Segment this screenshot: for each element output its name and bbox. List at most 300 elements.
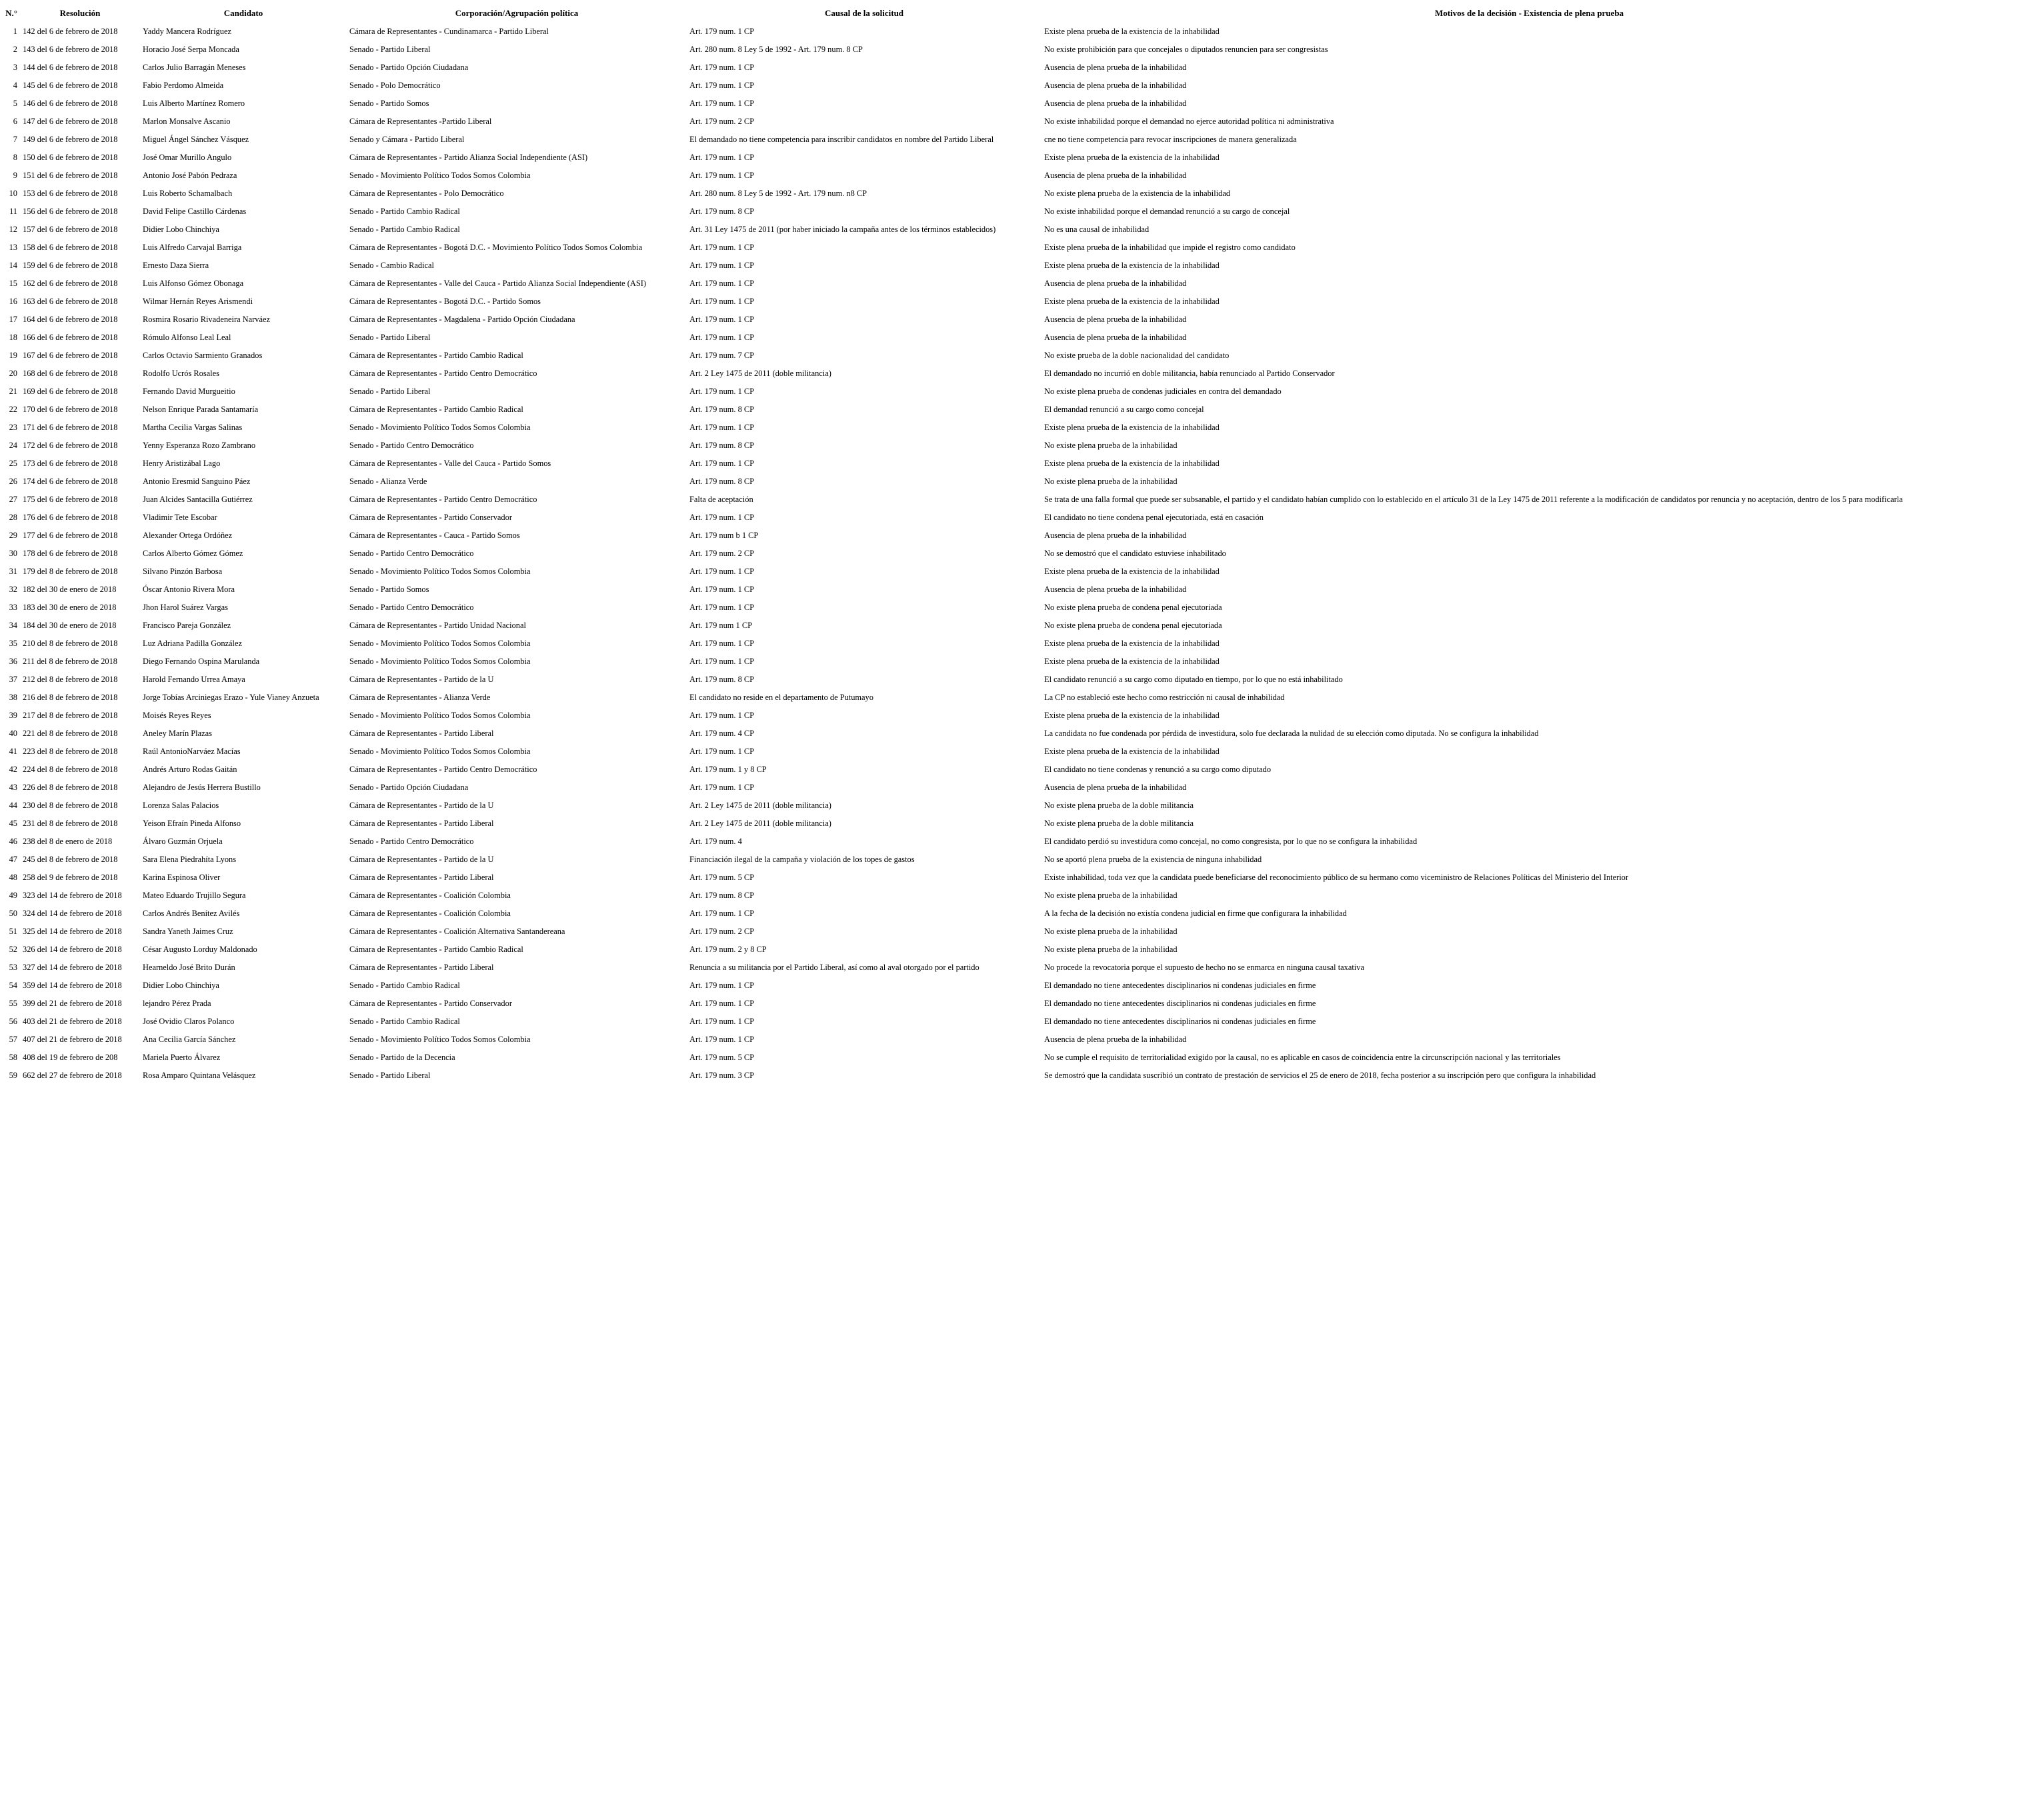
row-number: 13	[9, 243, 17, 252]
reasons-cell: No se cumple el requisito de territorialidad exigido por la causal, no es aplicable en casos de coincidencia entre la circunscripción nacional y las territoriales	[1044, 1053, 1561, 1062]
candidate-cell: Carlos Alberto Gómez Gómez	[143, 549, 243, 558]
table-row	[3, 725, 2017, 743]
reasons-cell: No se demostró que el candidato estuviese inhabilitado	[1044, 549, 1226, 558]
cause-cell: Art. 179 num. 1 CP	[689, 99, 755, 108]
table-row	[3, 941, 2017, 959]
row-number: 40	[9, 729, 17, 738]
resolution-cell: 177 del 6 de febrero de 2018	[23, 531, 118, 540]
candidate-cell: Rosa Amparo Quintana Velásquez	[143, 1071, 256, 1080]
reasons-cell: Existe inhabilidad, toda vez que la candidata puede beneficiarse del reconocimiento público de su hermano como viceministro de Relaciones Políticas del Ministerio del Interior	[1044, 873, 1629, 882]
corporation-cell: Cámara de Representantes - Partido de la U	[349, 801, 494, 810]
resolution-cell: 231 del 8 de febrero de 2018	[23, 819, 118, 828]
resolution-cell: 176 del 6 de febrero de 2018	[23, 513, 118, 522]
row-number: 49	[9, 891, 17, 900]
table-row	[3, 329, 2017, 347]
reasons-cell: Existe plena prueba de la existencia de la inhabilidad	[1044, 639, 1220, 648]
row-number: 39	[9, 711, 17, 720]
cause-cell: Art. 179 num. 1 CP	[689, 585, 755, 594]
reasons-cell: No se aportó plena prueba de la existencia de ninguna inhabilidad	[1044, 855, 1262, 864]
candidate-cell: Francisco Pareja González	[143, 621, 231, 630]
reasons-cell: El demandado no tiene antecedentes disciplinarios ni condenas judiciales en firme	[1044, 981, 1316, 990]
candidate-cell: Didier Lobo Chinchiya	[143, 981, 219, 990]
table-row	[3, 509, 2017, 527]
corporation-cell: Senado - Movimiento Político Todos Somos Colombia	[349, 747, 531, 756]
row-number: 57	[9, 1035, 17, 1044]
candidate-cell: Marlon Monsalve Ascanio	[143, 117, 231, 126]
reasons-cell: Existe plena prueba de la inhabilidad que impide el registro como candidato	[1044, 243, 1296, 252]
resolution-cell: 325 del 14 de febrero de 2018	[23, 927, 122, 936]
reasons-cell: No existe plena prueba de la doble militancia	[1044, 801, 1194, 810]
reasons-cell: Existe plena prueba de la existencia de la inhabilidad	[1044, 261, 1220, 270]
row-number: 44	[9, 801, 17, 810]
reasons-cell: No existe prueba de la doble nacionalidad del candidato	[1044, 351, 1230, 360]
reasons-cell: No existe plena prueba de la inhabilidad	[1044, 891, 1178, 900]
corporation-cell: Senado - Partido Cambio Radical	[349, 1017, 460, 1026]
table-row	[3, 887, 2017, 905]
cause-cell: Art. 2 Ley 1475 de 2011 (doble militancia)	[689, 801, 831, 810]
row-number: 20	[9, 369, 17, 378]
resolution-cell: 226 del 8 de febrero de 2018	[23, 783, 118, 792]
corporation-cell: Cámara de Representantes - Partido Unidad Nacional	[349, 621, 526, 630]
row-number: 47	[9, 855, 17, 864]
cause-cell: Art. 179 num. 1 y 8 CP	[689, 765, 767, 774]
resolution-cell: 167 del 6 de febrero de 2018	[23, 351, 118, 360]
corporation-cell: Cámara de Representantes - Partido Centro Democrático	[349, 369, 537, 378]
reasons-cell: Se trata de una falla formal que puede ser subsanable, el partido y el candidato habían cumplido con lo establecido en el artículo 31 de la Ley 1475 de 2011 referente a la modificación de candidatos por renuncia y no aceptación, dentro de los 5 para modificarla	[1044, 495, 1903, 504]
reasons-cell: No existe inhabilidad porque el demandad renunció a su cargo de concejal	[1044, 207, 1290, 216]
cause-cell: Art. 280 num. 8 Ley 5 de 1992 - Art. 179 num. 8 CP	[689, 45, 863, 54]
cause-cell: Art. 179 num. 1 CP	[689, 459, 755, 468]
corporation-cell: Cámara de Representantes - Bogotá D.C. - Movimiento Político Todos Somos Colombia	[349, 243, 643, 252]
header-number: N.°	[5, 8, 17, 18]
corporation-cell: Senado - Alianza Verde	[349, 477, 427, 486]
candidate-cell: Sara Elena Piedrahíta Lyons	[143, 855, 237, 864]
reasons-cell: La candidata no fue condenada por pérdida de investidura, solo fue declarada la nulidad de su elección como diputada. No se configura la inhabilidad	[1044, 729, 1539, 738]
table-row	[3, 131, 2017, 149]
reasons-cell: Ausencia de plena prueba de la inhabilidad	[1044, 1035, 1187, 1044]
row-number: 42	[9, 765, 17, 774]
table-row	[3, 635, 2017, 653]
table-row	[3, 779, 2017, 797]
row-number: 18	[9, 333, 17, 342]
resolution-cell: 184 del 30 de enero de 2018	[23, 621, 117, 630]
candidate-cell: Rodolfo Ucrós Rosales	[143, 369, 219, 378]
resolution-cell: 169 del 6 de febrero de 2018	[23, 387, 118, 396]
table-row	[3, 185, 2017, 203]
row-number: 11	[9, 207, 17, 216]
cause-cell: Art. 2 Ley 1475 de 2011 (doble militancia)	[689, 369, 831, 378]
cause-cell: Art. 179 num. 1 CP	[689, 153, 755, 162]
table-row	[3, 689, 2017, 707]
corporation-cell: Cámara de Representantes - Coalición Alternativa Santandereana	[349, 927, 565, 936]
corporation-cell: Senado - Partido Somos	[349, 585, 429, 594]
table-row	[3, 365, 2017, 383]
candidate-cell: Mateo Eduardo Trujillo Segura	[143, 891, 246, 900]
corporation-cell: Cámara de Representantes - Partido Conservador	[349, 999, 512, 1008]
candidate-cell: Jhon Harol Suárez Vargas	[143, 603, 228, 612]
candidate-cell: Harold Fernando Urrea Amaya	[143, 675, 245, 684]
corporation-cell: Cámara de Representantes - Magdalena - Partido Opción Ciudadana	[349, 315, 575, 324]
candidate-cell: Wilmar Hernán Reyes Arismendi	[143, 297, 253, 306]
cause-cell: Financiación ilegal de la campaña y violación de los topes de gastos	[689, 855, 915, 864]
candidate-cell: Horacio José Serpa Moncada	[143, 45, 239, 54]
candidate-cell: Moisés Reyes Reyes	[143, 711, 211, 720]
reasons-cell: No existe plena prueba de la existencia de la inhabilidad	[1044, 189, 1231, 198]
row-number: 28	[9, 513, 17, 522]
table-row	[3, 419, 2017, 437]
reasons-cell: No procede la revocatoria porque el supuesto de hecho no se enmarca en ninguna causal taxativa	[1044, 963, 1364, 972]
reasons-cell: Existe plena prueba de la existencia de la inhabilidad	[1044, 459, 1220, 468]
candidate-cell: Nelson Enrique Parada Santamaría	[143, 405, 259, 414]
corporation-cell: Cámara de Representantes - Partido Centro Democrático	[349, 495, 537, 504]
resolution-cell: 210 del 8 de febrero de 2018	[23, 639, 118, 648]
corporation-cell: Senado - Movimiento Político Todos Somos Colombia	[349, 1035, 531, 1044]
candidate-cell: David Felipe Castillo Cárdenas	[143, 207, 247, 216]
cause-cell: Art. 179 num. 1 CP	[689, 513, 755, 522]
reasons-cell: El demandado no tiene antecedentes disciplinarios ni condenas judiciales en firme	[1044, 1017, 1316, 1026]
cause-cell: Art. 179 num. 8 CP	[689, 477, 755, 486]
corporation-cell: Senado - Movimiento Político Todos Somos Colombia	[349, 657, 531, 666]
candidate-cell: Carlos Octavio Sarmiento Granados	[143, 351, 263, 360]
resolution-cell: 151 del 6 de febrero de 2018	[23, 171, 118, 180]
row-number: 30	[9, 549, 17, 558]
resolution-cell: 175 del 6 de febrero de 2018	[23, 495, 118, 504]
candidate-cell: Yenny Esperanza Rozo Zambrano	[143, 441, 256, 450]
corporation-cell: Senado - Partido de la Decencia	[349, 1053, 455, 1062]
cause-cell: Art. 179 num. 1 CP	[689, 333, 755, 342]
candidate-cell: Jorge Tobías Arciniegas Erazo - Yule Vianey Anzueta	[143, 693, 319, 702]
reasons-cell: Ausencia de plena prueba de la inhabilidad	[1044, 585, 1187, 594]
table-row	[3, 437, 2017, 455]
cause-cell: Art. 31 Ley 1475 de 2011 (por haber iniciado la campaña antes de los términos establecidos)	[689, 225, 996, 234]
corporation-cell: Senado - Cambio Radical	[349, 261, 434, 270]
table-row	[3, 869, 2017, 887]
candidate-cell: Rosmira Rosario Rivadeneira Narváez	[143, 315, 270, 324]
resolution-cell: 224 del 8 de febrero de 2018	[23, 765, 118, 774]
corporation-cell: Cámara de Representantes - Cauca - Partido Somos	[349, 531, 520, 540]
reasons-cell: No existe plena prueba de condena penal ejecutoriada	[1044, 621, 1222, 630]
table-row	[3, 815, 2017, 833]
corporation-cell: Cámara de Representantes - Partido Cambio Radical	[349, 945, 523, 954]
reasons-cell: El demandad renunció a su cargo como concejal	[1044, 405, 1204, 414]
resolution-cell: 147 del 6 de febrero de 2018	[23, 117, 118, 126]
candidate-cell: Karina Espinosa Oliver	[143, 873, 221, 882]
table-row	[3, 455, 2017, 473]
reasons-cell: No existe plena prueba de la doble militancia	[1044, 819, 1194, 828]
corporation-cell: Cámara de Representantes - Partido Conservador	[349, 513, 512, 522]
candidate-cell: Antonio Eresmid Sanguino Páez	[143, 477, 251, 486]
table-row	[3, 581, 2017, 599]
table-row	[3, 203, 2017, 221]
table-row	[3, 977, 2017, 995]
cause-cell: Art. 179 num. 8 CP	[689, 441, 755, 450]
row-number: 26	[9, 477, 17, 486]
row-number: 8	[13, 153, 17, 162]
reasons-cell: El candidato no tiene condena penal ejecutoriada, está en casación	[1044, 513, 1264, 522]
table-row	[3, 617, 2017, 635]
table-row	[3, 59, 2017, 77]
reasons-cell: Existe plena prueba de la existencia de la inhabilidad	[1044, 747, 1220, 756]
reasons-cell: No existe plena prueba de la inhabilidad	[1044, 945, 1178, 954]
resolution-cell: 408 del 19 de febrero de 208	[23, 1053, 118, 1062]
cause-cell: Art. 179 num. 1 CP	[689, 27, 755, 36]
row-number: 45	[9, 819, 17, 828]
reasons-cell: Existe plena prueba de la existencia de la inhabilidad	[1044, 567, 1220, 576]
corporation-cell: Cámara de Representantes - Partido Liberal	[349, 819, 494, 828]
row-number: 4	[13, 81, 17, 90]
table-row	[3, 77, 2017, 95]
resolution-cell: 179 del 8 de febrero de 2018	[23, 567, 118, 576]
resolution-cell: 326 del 14 de febrero de 2018	[23, 945, 122, 954]
row-number: 29	[9, 531, 17, 540]
table-row	[3, 833, 2017, 851]
table-row	[3, 383, 2017, 401]
resolution-cell: 174 del 6 de febrero de 2018	[23, 477, 118, 486]
cause-cell: Art. 179 num. 1 CP	[689, 747, 755, 756]
table-row	[3, 1013, 2017, 1031]
resolution-cell: 217 del 8 de febrero de 2018	[23, 711, 118, 720]
reasons-cell: Existe plena prueba de la existencia de la inhabilidad	[1044, 297, 1220, 306]
corporation-cell: Cámara de Representantes - Partido de la U	[349, 855, 494, 864]
decisions-document	[3, 4, 2017, 1085]
row-number: 48	[9, 873, 17, 882]
reasons-cell: No existe inhabilidad porque el demandad no ejerce autoridad política ni administrativa	[1044, 117, 1334, 126]
row-number: 56	[9, 1017, 17, 1026]
resolution-cell: 146 del 6 de febrero de 2018	[23, 99, 118, 108]
candidate-cell: Luis Alfonso Gómez Obonaga	[143, 279, 244, 288]
row-number: 37	[9, 675, 17, 684]
candidate-cell: Alejandro de Jesús Herrera Bustillo	[143, 783, 261, 792]
cause-cell: Art. 2 Ley 1475 de 2011 (doble militancia)	[689, 819, 831, 828]
table-row	[3, 167, 2017, 185]
candidate-cell: Álvaro Guzmán Orjuela	[143, 837, 223, 846]
corporation-cell: Cámara de Representantes - Partido de la U	[349, 675, 494, 684]
row-number: 25	[9, 459, 17, 468]
resolution-cell: 156 del 6 de febrero de 2018	[23, 207, 118, 216]
corporation-cell: Senado - Polo Democrático	[349, 81, 441, 90]
reasons-cell: Ausencia de plena prueba de la inhabilidad	[1044, 531, 1187, 540]
row-number: 54	[9, 981, 17, 990]
header-reasons: Motivos de la decisión - Existencia de plena prueba	[1434, 8, 1624, 18]
row-number: 10	[9, 189, 17, 198]
candidate-cell: Mariela Puerto Álvarez	[143, 1053, 221, 1062]
table-row	[3, 527, 2017, 545]
reasons-cell: El candidato perdió su investidura como concejal, no como congresista, por lo que no se configura la inhabilidad	[1044, 837, 1418, 846]
row-number: 33	[9, 603, 17, 612]
reasons-cell: Existe plena prueba de la existencia de la inhabilidad	[1044, 27, 1220, 36]
cause-cell: Art. 179 num. 3 CP	[689, 1071, 755, 1080]
reasons-cell: Ausencia de plena prueba de la inhabilidad	[1044, 279, 1187, 288]
cause-cell: Art. 179 num. 1 CP	[689, 783, 755, 792]
cause-cell: Art. 179 num. 8 CP	[689, 405, 755, 414]
reasons-cell: Se demostró que la candidata suscribió un contrato de prestación de servicios el 25 de enero de 2018, fecha posterior a su inscripción pero que configura la inhabilidad	[1044, 1071, 1596, 1080]
reasons-cell: No existe plena prueba de condenas judiciales en contra del demandado	[1044, 387, 1282, 396]
candidate-cell: Silvano Pinzón Barbosa	[143, 567, 223, 576]
candidate-cell: Raúl AntonioNarváez Macías	[143, 747, 241, 756]
corporation-cell: Cámara de Representantes - Valle del Cauca - Partido Alianza Social Independiente (ASI)	[349, 279, 646, 288]
candidate-cell: Alexander Ortega Ordóñez	[143, 531, 233, 540]
reasons-cell: Ausencia de plena prueba de la inhabilidad	[1044, 63, 1187, 72]
table-row	[3, 491, 2017, 509]
corporation-cell: Senado - Movimiento Político Todos Somos Colombia	[349, 171, 531, 180]
table-row	[3, 473, 2017, 491]
cause-cell: Art. 179 num. 1 CP	[689, 387, 755, 396]
corporation-cell: Senado - Movimiento Político Todos Somos Colombia	[349, 567, 531, 576]
cause-cell: Art. 179 num 1 CP	[689, 621, 752, 630]
candidate-cell: Luis Alfredo Carvajal Barriga	[143, 243, 242, 252]
row-number: 12	[9, 225, 17, 234]
cause-cell: Renuncia a su militancia por el Partido Liberal, así como al aval otorgado por el partido	[689, 963, 979, 972]
resolution-cell: 238 del 8 de enero de 2018	[23, 837, 113, 846]
cause-cell: Art. 179 num. 8 CP	[689, 207, 755, 216]
cause-cell: Art. 179 num. 8 CP	[689, 891, 755, 900]
table-row	[3, 23, 2017, 41]
corporation-cell: Cámara de Representantes - Partido Cambio Radical	[349, 405, 523, 414]
reasons-cell: La CP no estableció este hecho como restricción ni causal de inhabilidad	[1044, 693, 1285, 702]
table-row	[3, 347, 2017, 365]
reasons-cell: Existe plena prueba de la existencia de la inhabilidad	[1044, 423, 1220, 432]
cause-cell: Falta de aceptación	[689, 495, 753, 504]
resolution-cell: 323 del 14 de febrero de 2018	[23, 891, 122, 900]
resolution-cell: 173 del 6 de febrero de 2018	[23, 459, 118, 468]
row-number: 38	[9, 693, 17, 702]
candidate-cell: Fabio Perdomo Almeida	[143, 81, 224, 90]
table-row	[3, 707, 2017, 725]
header-row	[3, 4, 2017, 23]
candidate-cell: Ernesto Daza Sierra	[143, 261, 209, 270]
resolution-cell: 172 del 6 de febrero de 2018	[23, 441, 118, 450]
header-cause: Causal de la solicitud	[824, 8, 904, 18]
row-number: 51	[9, 927, 17, 936]
cause-cell: Art. 179 num. 1 CP	[689, 423, 755, 432]
resolution-cell: 182 del 30 de enero de 2018	[23, 585, 117, 594]
table-row	[3, 149, 2017, 167]
candidate-cell: Aneley Marín Plazas	[143, 729, 212, 738]
table-row	[3, 1067, 2017, 1085]
candidate-cell: Yaddy Mancera Rodríguez	[143, 27, 231, 36]
corporation-cell: Senado - Partido Liberal	[349, 1071, 431, 1080]
candidate-cell: Lorenza Salas Palacios	[143, 801, 219, 810]
corporation-cell: Cámara de Representantes - Partido Liberal	[349, 873, 494, 882]
reasons-cell: El demandado no tiene antecedentes disciplinarios ni condenas judiciales en firme	[1044, 999, 1316, 1008]
table-row	[3, 671, 2017, 689]
corporation-cell: Cámara de Representantes - Coalición Colombia	[349, 909, 511, 918]
cause-cell: Art. 179 num. 1 CP	[689, 297, 755, 306]
corporation-cell: Senado - Partido Cambio Radical	[349, 981, 460, 990]
row-number: 16	[9, 297, 17, 306]
table-row	[3, 1049, 2017, 1067]
resolution-cell: 230 del 8 de febrero de 2018	[23, 801, 118, 810]
corporation-cell: Senado - Partido Centro Democrático	[349, 837, 474, 846]
cause-cell: Art. 179 num. 1 CP	[689, 711, 755, 720]
resolution-cell: 183 del 30 de enero de 2018	[23, 603, 117, 612]
reasons-cell: Ausencia de plena prueba de la inhabilidad	[1044, 81, 1187, 90]
corporation-cell: Senado - Movimiento Político Todos Somos Colombia	[349, 711, 531, 720]
resolution-cell: 216 del 8 de febrero de 2018	[23, 693, 118, 702]
candidate-cell: Luz Adriana Padilla González	[143, 639, 242, 648]
corporation-cell: Cámara de Representantes - Coalición Colombia	[349, 891, 511, 900]
row-number: 41	[9, 747, 17, 756]
row-number: 5	[13, 99, 17, 108]
header-candidate: Candidato	[223, 8, 263, 18]
corporation-cell: Senado - Partido Opción Ciudadana	[349, 783, 469, 792]
resolution-cell: 142 del 6 de febrero de 2018	[23, 27, 118, 36]
row-number: 34	[9, 621, 17, 630]
resolution-cell: 221 del 8 de febrero de 2018	[23, 729, 118, 738]
table-row	[3, 401, 2017, 419]
cause-cell: Art. 179 num. 1 CP	[689, 1035, 755, 1044]
candidate-cell: Juan Alcides Santacilla Gutiérrez	[143, 495, 253, 504]
resolution-cell: 163 del 6 de febrero de 2018	[23, 297, 118, 306]
row-number: 32	[9, 585, 17, 594]
row-number: 43	[9, 783, 17, 792]
resolution-cell: 327 del 14 de febrero de 2018	[23, 963, 122, 972]
row-number: 36	[9, 657, 17, 666]
table-row	[3, 95, 2017, 113]
cause-cell: Art. 179 num. 1 CP	[689, 657, 755, 666]
resolution-cell: 164 del 6 de febrero de 2018	[23, 315, 118, 324]
corporation-cell: Cámara de Representantes - Partido Centro Democrático	[349, 765, 537, 774]
cause-cell: Art. 179 num. 1 CP	[689, 279, 755, 288]
candidate-cell: Luis Roberto Schamalbach	[143, 189, 233, 198]
candidate-cell: Carlos Andrés Benítez Avilés	[143, 909, 240, 918]
resolution-cell: 159 del 6 de febrero de 2018	[23, 261, 118, 270]
candidate-cell: lejandro Pérez Prada	[143, 999, 211, 1008]
candidate-cell: Sandra Yaneth Jaimes Cruz	[143, 927, 233, 936]
row-number: 50	[9, 909, 17, 918]
table-row	[3, 905, 2017, 923]
reasons-cell: A la fecha de la decisión no existía condena judicial en firme que configurara la inhabilidad	[1044, 909, 1347, 918]
corporation-cell: Cámara de Representantes - Partido Liberal	[349, 963, 494, 972]
candidate-cell: José Omar Murillo Angulo	[143, 153, 232, 162]
row-number: 15	[9, 279, 17, 288]
row-number: 6	[13, 117, 17, 126]
row-number: 17	[9, 315, 17, 324]
corporation-cell: Senado - Partido Somos	[349, 99, 429, 108]
cause-cell: Art. 179 num. 1 CP	[689, 261, 755, 270]
corporation-cell: Senado - Partido Liberal	[349, 333, 431, 342]
resolution-cell: 359 del 14 de febrero de 2018	[23, 981, 122, 990]
corporation-cell: Senado - Movimiento Político Todos Somos Colombia	[349, 423, 531, 432]
candidate-cell: Henry Aristizábal Lago	[143, 459, 221, 468]
table-row	[3, 995, 2017, 1013]
candidate-cell: Hearneldo José Brito Durán	[143, 963, 235, 972]
resolution-cell: 258 del 9 de febrero de 2018	[23, 873, 118, 882]
table-row	[3, 743, 2017, 761]
reasons-cell: El candidato no tiene condenas y renunció a su cargo como diputado	[1044, 765, 1272, 774]
cause-cell: Art. 179 num. 8 CP	[689, 675, 755, 684]
cause-cell: Art. 280 num. 8 Ley 5 de 1992 - Art. 179 num. n8 CP	[689, 189, 867, 198]
corporation-cell: Senado - Partido Centro Democrático	[349, 603, 474, 612]
row-number: 24	[9, 441, 17, 450]
corporation-cell: Cámara de Representantes - Valle del Cauca - Partido Somos	[349, 459, 551, 468]
table-row	[3, 257, 2017, 275]
resolution-cell: 403 del 21 de febrero de 2018	[23, 1017, 122, 1026]
reasons-cell: Ausencia de plena prueba de la inhabilidad	[1044, 99, 1187, 108]
reasons-cell: No existe plena prueba de la inhabilidad	[1044, 477, 1178, 486]
cause-cell: Art. 179 num. 7 CP	[689, 351, 755, 360]
cause-cell: Art. 179 num. 1 CP	[689, 315, 755, 324]
candidate-cell: Diego Fernando Ospina Marulanda	[143, 657, 260, 666]
row-number: 53	[9, 963, 17, 972]
header-resolution: Resolución	[59, 8, 101, 18]
resolution-cell: 211 del 8 de febrero de 2018	[23, 657, 117, 666]
corporation-cell: Senado - Partido Opción Ciudadana	[349, 63, 469, 72]
candidate-cell: Martha Cecilia Vargas Salinas	[143, 423, 243, 432]
row-number: 58	[9, 1053, 17, 1062]
table-row	[3, 545, 2017, 563]
cause-cell: Art. 179 num. 5 CP	[689, 1053, 755, 1062]
